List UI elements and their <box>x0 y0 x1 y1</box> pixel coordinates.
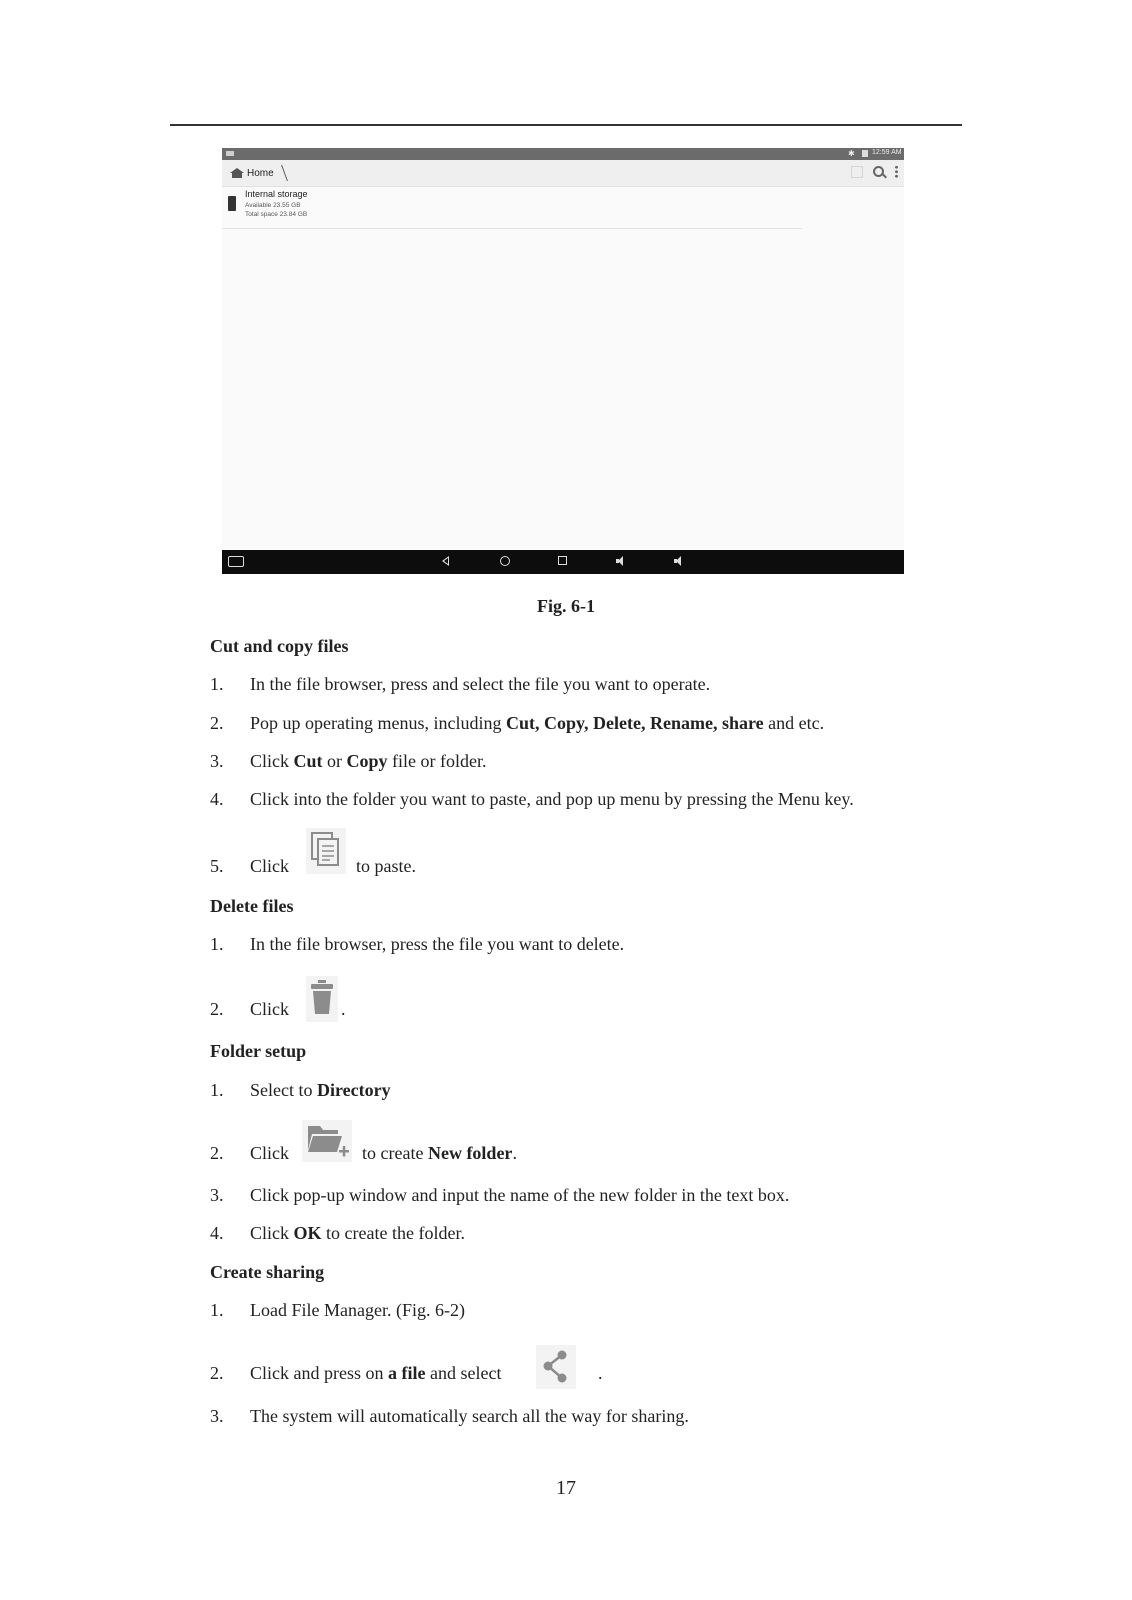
step-number: 3. <box>210 1406 224 1426</box>
step-text <box>250 751 487 771</box>
step-text-pre: Pop up operating menus, including <box>250 713 506 733</box>
step-number: 3. <box>210 1185 224 1205</box>
section-heading-folder: Folder setup <box>210 1041 307 1061</box>
internal-storage-item[interactable] <box>222 186 802 229</box>
step-text-pre: Click <box>250 1223 294 1243</box>
a-file-label: a file <box>387 1363 426 1383</box>
step-number: 2. <box>210 999 224 1019</box>
volume-up-icon[interactable] <box>674 556 684 566</box>
step-text-pre: Select to <box>250 1080 317 1100</box>
notification-icon <box>226 151 234 156</box>
navigation-bar <box>222 550 904 574</box>
step-number: 2. <box>210 1363 224 1383</box>
step-number: 2. <box>210 1143 224 1163</box>
step-text-pre: Click <box>250 751 294 771</box>
paste-icon <box>306 828 346 874</box>
share-icon <box>536 1345 576 1389</box>
step-text-post: . <box>341 999 346 1019</box>
volume-down-icon[interactable] <box>616 556 626 566</box>
step-text <box>250 713 824 733</box>
section-heading-sharing: Create sharing <box>210 1262 325 1282</box>
step-text-post: file or folder. <box>387 751 487 771</box>
step-text-pre: Click <box>250 856 289 876</box>
status-bar <box>222 148 904 160</box>
step-text-post: to paste. <box>356 856 416 876</box>
breadcrumb[interactable] <box>230 165 285 181</box>
breadcrumb-home[interactable]: Home <box>247 167 274 179</box>
page-number: 17 <box>556 1477 576 1499</box>
step-text-mid: or <box>322 751 347 771</box>
bluetooth-icon: ✱ <box>848 149 855 158</box>
status-time: 12:59 AM <box>872 149 902 156</box>
step-text <box>362 1143 517 1163</box>
directory-label: Directory <box>316 1080 391 1100</box>
step-text-mid: to create <box>362 1143 428 1163</box>
step-text <box>250 1080 391 1100</box>
new-folder-label: New folder <box>427 1143 513 1163</box>
signal-icon <box>862 150 868 157</box>
recent-apps-icon[interactable] <box>558 556 567 565</box>
step-text: The system will automatically search all the way for sharing. <box>250 1406 689 1426</box>
copy-label: Copy <box>346 751 388 771</box>
step-text-pre: Click and press on <box>250 1363 388 1383</box>
menu-options: Cut, Copy, Delete, Rename, share <box>505 713 764 733</box>
step-number: 1. <box>210 934 224 954</box>
step-number: 1. <box>210 1300 224 1320</box>
step-text: Load File Manager. (Fig. 6-2) <box>250 1300 465 1320</box>
cut-label: Cut <box>293 751 323 771</box>
step-number: 1. <box>210 1080 224 1100</box>
step-number: 4. <box>210 1223 224 1243</box>
step-text-post: to create the folder. <box>321 1223 465 1243</box>
step-text <box>250 1223 465 1243</box>
section-heading-delete: Delete files <box>210 896 294 916</box>
step-text-post: . <box>512 1143 517 1163</box>
file-manager-screenshot <box>222 148 904 574</box>
step-text: In the file browser, press the file you want to delete. <box>250 934 625 954</box>
header-rule <box>170 124 962 126</box>
step-number: 1. <box>210 674 224 694</box>
step-number: 4. <box>210 789 224 809</box>
step-text: In the file browser, press and select the file you want to operate. <box>250 674 711 694</box>
overflow-menu-icon[interactable] <box>895 165 898 178</box>
step-text-post: and etc. <box>763 713 825 733</box>
new-folder-icon <box>302 1120 352 1162</box>
home-button-icon[interactable] <box>500 556 510 566</box>
action-bar-icons <box>851 165 898 178</box>
figure-caption: Fig. 6-1 <box>537 596 595 616</box>
screenshot-icon[interactable] <box>228 556 244 567</box>
search-icon[interactable] <box>873 166 885 178</box>
step-number: 2. <box>210 713 224 733</box>
step-text <box>250 1363 501 1383</box>
step-text: Click pop-up window and input the name of the new folder in the text box. <box>250 1185 790 1205</box>
section-heading-cut-copy: Cut and copy files <box>210 636 349 656</box>
back-icon[interactable] <box>442 556 449 566</box>
storage-available: Available 23.55 GB <box>245 202 301 209</box>
home-icon <box>230 168 244 178</box>
ok-label: OK <box>293 1223 322 1243</box>
storage-title: Internal storage <box>245 189 308 199</box>
step-text-mid: and select <box>425 1363 502 1383</box>
device-icon <box>228 196 236 211</box>
step-text-post: . <box>598 1363 603 1383</box>
step-text-pre: Click <box>250 999 289 1019</box>
step-number: 5. <box>210 856 224 876</box>
trash-icon <box>306 976 338 1022</box>
step-text: Click into the folder you want to paste, and pop up menu by pressing the Menu key. <box>250 789 854 809</box>
paste-icon[interactable] <box>851 166 863 178</box>
step-text-pre: Click <box>250 1143 289 1163</box>
breadcrumb-separator <box>273 165 288 181</box>
step-number: 3. <box>210 751 224 771</box>
storage-total: Total space 23.84 GB <box>245 211 308 218</box>
action-bar <box>222 160 904 187</box>
